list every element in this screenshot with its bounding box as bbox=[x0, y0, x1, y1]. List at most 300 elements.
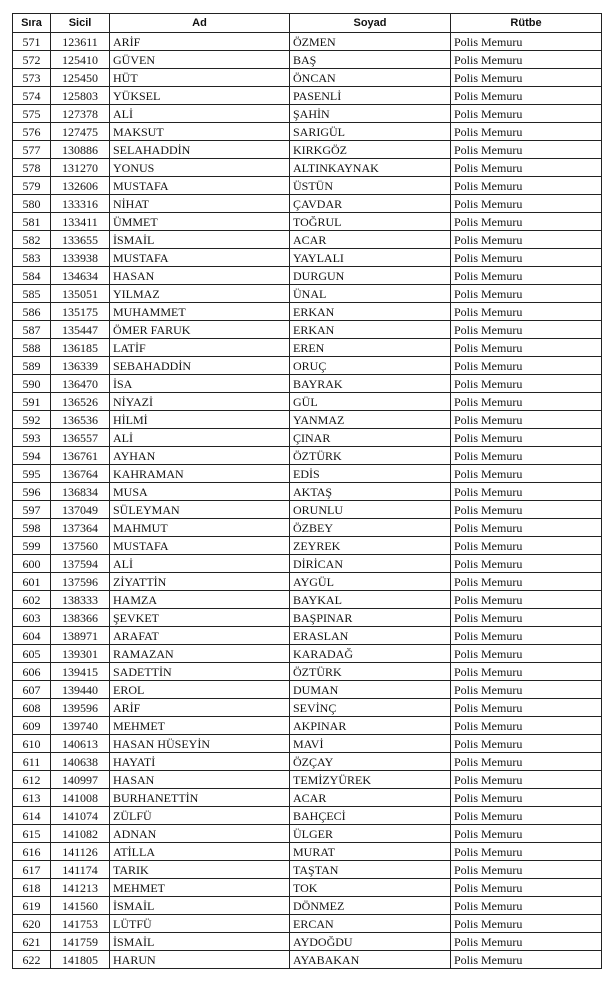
cell-ad: İSMAİL bbox=[110, 933, 290, 951]
cell-sira: 620 bbox=[13, 915, 51, 933]
header-row bbox=[13, 14, 602, 33]
cell-soyad: ÖZMEN bbox=[290, 33, 451, 51]
header-sicil: Sicil bbox=[51, 14, 110, 33]
cell-sira: 616 bbox=[13, 843, 51, 861]
cell-sira: 609 bbox=[13, 717, 51, 735]
cell-ad: NİYAZİ bbox=[110, 393, 290, 411]
cell-sira: 614 bbox=[13, 807, 51, 825]
cell-ad: MUSTAFA bbox=[110, 249, 290, 267]
table-row bbox=[13, 879, 602, 897]
cell-ad: ŞEVKET bbox=[110, 609, 290, 627]
cell-rutbe: Polis Memuru bbox=[451, 159, 602, 177]
cell-sira: 605 bbox=[13, 645, 51, 663]
cell-rutbe: Polis Memuru bbox=[451, 69, 602, 87]
cell-rutbe: Polis Memuru bbox=[451, 87, 602, 105]
cell-sira: 572 bbox=[13, 51, 51, 69]
cell-sicil: 135175 bbox=[51, 303, 110, 321]
cell-sira: 611 bbox=[13, 753, 51, 771]
cell-soyad: AKPINAR bbox=[290, 717, 451, 735]
cell-sicil: 141805 bbox=[51, 951, 110, 969]
table-row bbox=[13, 501, 602, 519]
cell-ad: GÜVEN bbox=[110, 51, 290, 69]
table-row bbox=[13, 807, 602, 825]
cell-sira: 583 bbox=[13, 249, 51, 267]
cell-rutbe: Polis Memuru bbox=[451, 933, 602, 951]
cell-sicil: 136526 bbox=[51, 393, 110, 411]
cell-rutbe: Polis Memuru bbox=[451, 105, 602, 123]
cell-sicil: 141213 bbox=[51, 879, 110, 897]
cell-rutbe: Polis Memuru bbox=[451, 177, 602, 195]
cell-rutbe: Polis Memuru bbox=[451, 231, 602, 249]
table-row bbox=[13, 951, 602, 969]
cell-ad: TARIK bbox=[110, 861, 290, 879]
cell-sicil: 136185 bbox=[51, 339, 110, 357]
cell-sicil: 136764 bbox=[51, 465, 110, 483]
cell-ad: ARİF bbox=[110, 33, 290, 51]
cell-sicil: 137594 bbox=[51, 555, 110, 573]
cell-soyad: ACAR bbox=[290, 789, 451, 807]
cell-sira: 579 bbox=[13, 177, 51, 195]
cell-ad: ARİF bbox=[110, 699, 290, 717]
header-soyad: Soyad bbox=[290, 14, 451, 33]
cell-sicil: 139301 bbox=[51, 645, 110, 663]
cell-soyad: ÖZÇAY bbox=[290, 753, 451, 771]
cell-soyad: YAYLALI bbox=[290, 249, 451, 267]
table-row bbox=[13, 717, 602, 735]
table-row bbox=[13, 393, 602, 411]
table-row bbox=[13, 555, 602, 573]
cell-ad: ALİ bbox=[110, 429, 290, 447]
cell-ad: İSMAİL bbox=[110, 897, 290, 915]
cell-sira: 575 bbox=[13, 105, 51, 123]
cell-rutbe: Polis Memuru bbox=[451, 843, 602, 861]
cell-sicil: 133655 bbox=[51, 231, 110, 249]
cell-ad: YÜKSEL bbox=[110, 87, 290, 105]
table-row bbox=[13, 789, 602, 807]
cell-sira: 607 bbox=[13, 681, 51, 699]
cell-ad: HAMZA bbox=[110, 591, 290, 609]
cell-soyad: TEMİZYÜREK bbox=[290, 771, 451, 789]
table-row bbox=[13, 483, 602, 501]
cell-rutbe: Polis Memuru bbox=[451, 141, 602, 159]
table-row bbox=[13, 87, 602, 105]
cell-soyad: ÖZTÜRK bbox=[290, 447, 451, 465]
table-row bbox=[13, 213, 602, 231]
cell-ad: MUSTAFA bbox=[110, 177, 290, 195]
cell-sicil: 130886 bbox=[51, 141, 110, 159]
cell-sira: 621 bbox=[13, 933, 51, 951]
cell-rutbe: Polis Memuru bbox=[451, 51, 602, 69]
cell-sira: 590 bbox=[13, 375, 51, 393]
table-row bbox=[13, 681, 602, 699]
table-row bbox=[13, 573, 602, 591]
cell-sira: 576 bbox=[13, 123, 51, 141]
cell-ad: ARAFAT bbox=[110, 627, 290, 645]
cell-ad: HİLMİ bbox=[110, 411, 290, 429]
cell-soyad: DURGUN bbox=[290, 267, 451, 285]
cell-sicil: 134634 bbox=[51, 267, 110, 285]
cell-rutbe: Polis Memuru bbox=[451, 465, 602, 483]
cell-ad: ADNAN bbox=[110, 825, 290, 843]
table-row bbox=[13, 177, 602, 195]
cell-soyad: GÜL bbox=[290, 393, 451, 411]
table-row bbox=[13, 753, 602, 771]
cell-sicil: 132606 bbox=[51, 177, 110, 195]
cell-rutbe: Polis Memuru bbox=[451, 699, 602, 717]
cell-rutbe: Polis Memuru bbox=[451, 357, 602, 375]
cell-soyad: DUMAN bbox=[290, 681, 451, 699]
cell-soyad: ERCAN bbox=[290, 915, 451, 933]
table-row bbox=[13, 51, 602, 69]
cell-rutbe: Polis Memuru bbox=[451, 879, 602, 897]
cell-sira: 582 bbox=[13, 231, 51, 249]
table-row bbox=[13, 663, 602, 681]
cell-soyad: ERKAN bbox=[290, 321, 451, 339]
cell-ad: MAKSUT bbox=[110, 123, 290, 141]
cell-sira: 610 bbox=[13, 735, 51, 753]
cell-soyad: ERASLAN bbox=[290, 627, 451, 645]
cell-sicil: 138366 bbox=[51, 609, 110, 627]
cell-soyad: PASENLİ bbox=[290, 87, 451, 105]
cell-soyad: ORUNLU bbox=[290, 501, 451, 519]
table-row bbox=[13, 609, 602, 627]
cell-rutbe: Polis Memuru bbox=[451, 249, 602, 267]
cell-ad: SEBAHADDİN bbox=[110, 357, 290, 375]
cell-sira: 580 bbox=[13, 195, 51, 213]
cell-rutbe: Polis Memuru bbox=[451, 645, 602, 663]
cell-sicil: 141082 bbox=[51, 825, 110, 843]
cell-sicil: 133938 bbox=[51, 249, 110, 267]
cell-ad: ÜMMET bbox=[110, 213, 290, 231]
cell-sicil: 133411 bbox=[51, 213, 110, 231]
header-sira: Sıra bbox=[13, 14, 51, 33]
cell-ad: LÜTFÜ bbox=[110, 915, 290, 933]
cell-sira: 571 bbox=[13, 33, 51, 51]
cell-rutbe: Polis Memuru bbox=[451, 267, 602, 285]
cell-sira: 578 bbox=[13, 159, 51, 177]
cell-sira: 577 bbox=[13, 141, 51, 159]
cell-rutbe: Polis Memuru bbox=[451, 663, 602, 681]
cell-rutbe: Polis Memuru bbox=[451, 447, 602, 465]
cell-soyad: SEVİNÇ bbox=[290, 699, 451, 717]
cell-rutbe: Polis Memuru bbox=[451, 825, 602, 843]
cell-ad: KAHRAMAN bbox=[110, 465, 290, 483]
cell-rutbe: Polis Memuru bbox=[451, 393, 602, 411]
table-row bbox=[13, 123, 602, 141]
cell-soyad: BAYKAL bbox=[290, 591, 451, 609]
table-row bbox=[13, 627, 602, 645]
cell-sicil: 141126 bbox=[51, 843, 110, 861]
cell-ad: ÖMER FARUK bbox=[110, 321, 290, 339]
table-row bbox=[13, 231, 602, 249]
cell-soyad: DİRİCAN bbox=[290, 555, 451, 573]
cell-soyad: TOĞRUL bbox=[290, 213, 451, 231]
cell-soyad: ŞAHİN bbox=[290, 105, 451, 123]
document-page bbox=[12, 13, 602, 969]
cell-rutbe: Polis Memuru bbox=[451, 717, 602, 735]
cell-soyad: ÜLGER bbox=[290, 825, 451, 843]
cell-ad: ZÜLFÜ bbox=[110, 807, 290, 825]
cell-rutbe: Polis Memuru bbox=[451, 627, 602, 645]
cell-soyad: ÜNAL bbox=[290, 285, 451, 303]
cell-sicil: 139596 bbox=[51, 699, 110, 717]
cell-sicil: 135447 bbox=[51, 321, 110, 339]
table-row bbox=[13, 249, 602, 267]
cell-ad: İSMAİL bbox=[110, 231, 290, 249]
table-row bbox=[13, 465, 602, 483]
table-row bbox=[13, 411, 602, 429]
cell-ad: HAYATİ bbox=[110, 753, 290, 771]
cell-rutbe: Polis Memuru bbox=[451, 771, 602, 789]
cell-ad: LATİF bbox=[110, 339, 290, 357]
cell-soyad: EDİS bbox=[290, 465, 451, 483]
cell-ad: SADETTİN bbox=[110, 663, 290, 681]
cell-sira: 598 bbox=[13, 519, 51, 537]
cell-ad: MEHMET bbox=[110, 717, 290, 735]
cell-soyad: MAVİ bbox=[290, 735, 451, 753]
cell-sira: 581 bbox=[13, 213, 51, 231]
cell-sira: 573 bbox=[13, 69, 51, 87]
cell-sicil: 141174 bbox=[51, 861, 110, 879]
cell-ad: MEHMET bbox=[110, 879, 290, 897]
cell-sicil: 137049 bbox=[51, 501, 110, 519]
cell-sicil: 141560 bbox=[51, 897, 110, 915]
cell-sicil: 136761 bbox=[51, 447, 110, 465]
cell-ad: ALİ bbox=[110, 555, 290, 573]
cell-soyad: BAŞ bbox=[290, 51, 451, 69]
cell-soyad: AYGÜL bbox=[290, 573, 451, 591]
table-row bbox=[13, 645, 602, 663]
cell-sicil: 138971 bbox=[51, 627, 110, 645]
cell-sira: 594 bbox=[13, 447, 51, 465]
cell-sira: 592 bbox=[13, 411, 51, 429]
cell-sicil: 137364 bbox=[51, 519, 110, 537]
cell-sira: 585 bbox=[13, 285, 51, 303]
cell-sira: 587 bbox=[13, 321, 51, 339]
cell-sicil: 135051 bbox=[51, 285, 110, 303]
cell-rutbe: Polis Memuru bbox=[451, 915, 602, 933]
cell-sicil: 131270 bbox=[51, 159, 110, 177]
cell-sira: 603 bbox=[13, 609, 51, 627]
cell-soyad: ÇAVDAR bbox=[290, 195, 451, 213]
table-row bbox=[13, 141, 602, 159]
cell-sicil: 139440 bbox=[51, 681, 110, 699]
cell-rutbe: Polis Memuru bbox=[451, 735, 602, 753]
table-row bbox=[13, 321, 602, 339]
cell-ad: BURHANETTİN bbox=[110, 789, 290, 807]
cell-sicil: 125803 bbox=[51, 87, 110, 105]
table-row bbox=[13, 933, 602, 951]
cell-sira: 595 bbox=[13, 465, 51, 483]
cell-ad: ATİLLA bbox=[110, 843, 290, 861]
cell-rutbe: Polis Memuru bbox=[451, 285, 602, 303]
table-row bbox=[13, 339, 602, 357]
cell-soyad: EREN bbox=[290, 339, 451, 357]
cell-sira: 613 bbox=[13, 789, 51, 807]
cell-ad: MUSTAFA bbox=[110, 537, 290, 555]
cell-rutbe: Polis Memuru bbox=[451, 807, 602, 825]
cell-sira: 584 bbox=[13, 267, 51, 285]
table-row bbox=[13, 105, 602, 123]
cell-sicil: 137560 bbox=[51, 537, 110, 555]
cell-ad: AYHAN bbox=[110, 447, 290, 465]
cell-sicil: 137596 bbox=[51, 573, 110, 591]
cell-sira: 618 bbox=[13, 879, 51, 897]
cell-sicil: 138333 bbox=[51, 591, 110, 609]
cell-rutbe: Polis Memuru bbox=[451, 303, 602, 321]
cell-sira: 604 bbox=[13, 627, 51, 645]
cell-rutbe: Polis Memuru bbox=[451, 213, 602, 231]
cell-sicil: 140613 bbox=[51, 735, 110, 753]
table-row bbox=[13, 771, 602, 789]
cell-sira: 596 bbox=[13, 483, 51, 501]
cell-soyad: ÖZTÜRK bbox=[290, 663, 451, 681]
cell-sira: 586 bbox=[13, 303, 51, 321]
cell-rutbe: Polis Memuru bbox=[451, 519, 602, 537]
cell-sira: 619 bbox=[13, 897, 51, 915]
cell-ad: MUSA bbox=[110, 483, 290, 501]
cell-sicil: 125410 bbox=[51, 51, 110, 69]
cell-soyad: ERKAN bbox=[290, 303, 451, 321]
cell-soyad: TOK bbox=[290, 879, 451, 897]
cell-rutbe: Polis Memuru bbox=[451, 123, 602, 141]
cell-rutbe: Polis Memuru bbox=[451, 897, 602, 915]
cell-rutbe: Polis Memuru bbox=[451, 681, 602, 699]
table-row bbox=[13, 195, 602, 213]
cell-soyad: KARADAĞ bbox=[290, 645, 451, 663]
cell-ad: NİHAT bbox=[110, 195, 290, 213]
cell-ad: ZİYATTİN bbox=[110, 573, 290, 591]
cell-rutbe: Polis Memuru bbox=[451, 429, 602, 447]
cell-sicil: 141753 bbox=[51, 915, 110, 933]
cell-ad: İSA bbox=[110, 375, 290, 393]
cell-rutbe: Polis Memuru bbox=[451, 573, 602, 591]
cell-soyad: ORUÇ bbox=[290, 357, 451, 375]
cell-soyad: TAŞTAN bbox=[290, 861, 451, 879]
cell-soyad: ÖZBEY bbox=[290, 519, 451, 537]
cell-rutbe: Polis Memuru bbox=[451, 537, 602, 555]
cell-rutbe: Polis Memuru bbox=[451, 555, 602, 573]
cell-soyad: ÖNCAN bbox=[290, 69, 451, 87]
personnel-table bbox=[12, 13, 602, 969]
cell-rutbe: Polis Memuru bbox=[451, 195, 602, 213]
cell-soyad: SARIGÜL bbox=[290, 123, 451, 141]
cell-sicil: 125450 bbox=[51, 69, 110, 87]
cell-sira: 591 bbox=[13, 393, 51, 411]
cell-ad: HÜT bbox=[110, 69, 290, 87]
header-ad: Ad bbox=[110, 14, 290, 33]
table-row bbox=[13, 825, 602, 843]
table-row bbox=[13, 357, 602, 375]
cell-ad: SÜLEYMAN bbox=[110, 501, 290, 519]
cell-soyad: YANMAZ bbox=[290, 411, 451, 429]
cell-rutbe: Polis Memuru bbox=[451, 501, 602, 519]
cell-sicil: 136536 bbox=[51, 411, 110, 429]
table-row bbox=[13, 69, 602, 87]
cell-sira: 593 bbox=[13, 429, 51, 447]
cell-soyad: ALTINKAYNAK bbox=[290, 159, 451, 177]
table-row bbox=[13, 735, 602, 753]
cell-ad: RAMAZAN bbox=[110, 645, 290, 663]
table-row bbox=[13, 861, 602, 879]
table-row bbox=[13, 447, 602, 465]
table-row bbox=[13, 159, 602, 177]
cell-sicil: 141074 bbox=[51, 807, 110, 825]
table-row bbox=[13, 897, 602, 915]
cell-sicil: 140638 bbox=[51, 753, 110, 771]
cell-rutbe: Polis Memuru bbox=[451, 951, 602, 969]
cell-soyad: DÖNMEZ bbox=[290, 897, 451, 915]
table-row bbox=[13, 915, 602, 933]
cell-rutbe: Polis Memuru bbox=[451, 789, 602, 807]
cell-rutbe: Polis Memuru bbox=[451, 483, 602, 501]
cell-rutbe: Polis Memuru bbox=[451, 375, 602, 393]
cell-soyad: AYDOĞDU bbox=[290, 933, 451, 951]
cell-ad: HASAN HÜSEYİN bbox=[110, 735, 290, 753]
cell-soyad: ÜSTÜN bbox=[290, 177, 451, 195]
cell-rutbe: Polis Memuru bbox=[451, 321, 602, 339]
cell-ad: YILMAZ bbox=[110, 285, 290, 303]
cell-sicil: 140997 bbox=[51, 771, 110, 789]
cell-soyad: AKTAŞ bbox=[290, 483, 451, 501]
cell-ad: HARUN bbox=[110, 951, 290, 969]
cell-rutbe: Polis Memuru bbox=[451, 339, 602, 357]
cell-soyad: AYABAKAN bbox=[290, 951, 451, 969]
cell-soyad: KIRKGÖZ bbox=[290, 141, 451, 159]
cell-sicil: 136339 bbox=[51, 357, 110, 375]
table-row bbox=[13, 591, 602, 609]
cell-ad: YONUS bbox=[110, 159, 290, 177]
cell-rutbe: Polis Memuru bbox=[451, 411, 602, 429]
cell-sicil: 141759 bbox=[51, 933, 110, 951]
table-row bbox=[13, 375, 602, 393]
cell-ad: ALİ bbox=[110, 105, 290, 123]
table-row bbox=[13, 843, 602, 861]
cell-soyad: MURAT bbox=[290, 843, 451, 861]
cell-sira: 597 bbox=[13, 501, 51, 519]
cell-soyad: ACAR bbox=[290, 231, 451, 249]
table-row bbox=[13, 285, 602, 303]
cell-sira: 608 bbox=[13, 699, 51, 717]
cell-ad: MAHMUT bbox=[110, 519, 290, 537]
cell-sira: 617 bbox=[13, 861, 51, 879]
cell-sira: 599 bbox=[13, 537, 51, 555]
cell-sira: 600 bbox=[13, 555, 51, 573]
cell-ad: HASAN bbox=[110, 267, 290, 285]
header-rutbe: Rütbe bbox=[451, 14, 602, 33]
cell-sicil: 141008 bbox=[51, 789, 110, 807]
cell-sicil: 136834 bbox=[51, 483, 110, 501]
table-row bbox=[13, 267, 602, 285]
cell-sira: 574 bbox=[13, 87, 51, 105]
cell-sira: 612 bbox=[13, 771, 51, 789]
table-row bbox=[13, 429, 602, 447]
cell-sicil: 136557 bbox=[51, 429, 110, 447]
table-row bbox=[13, 699, 602, 717]
cell-sira: 622 bbox=[13, 951, 51, 969]
table-row bbox=[13, 303, 602, 321]
cell-ad: HASAN bbox=[110, 771, 290, 789]
table-row bbox=[13, 33, 602, 51]
cell-soyad: ÇINAR bbox=[290, 429, 451, 447]
cell-ad: SELAHADDİN bbox=[110, 141, 290, 159]
cell-rutbe: Polis Memuru bbox=[451, 33, 602, 51]
cell-sicil: 136470 bbox=[51, 375, 110, 393]
cell-sira: 615 bbox=[13, 825, 51, 843]
table-row bbox=[13, 537, 602, 555]
cell-sira: 588 bbox=[13, 339, 51, 357]
cell-soyad: BAŞPINAR bbox=[290, 609, 451, 627]
